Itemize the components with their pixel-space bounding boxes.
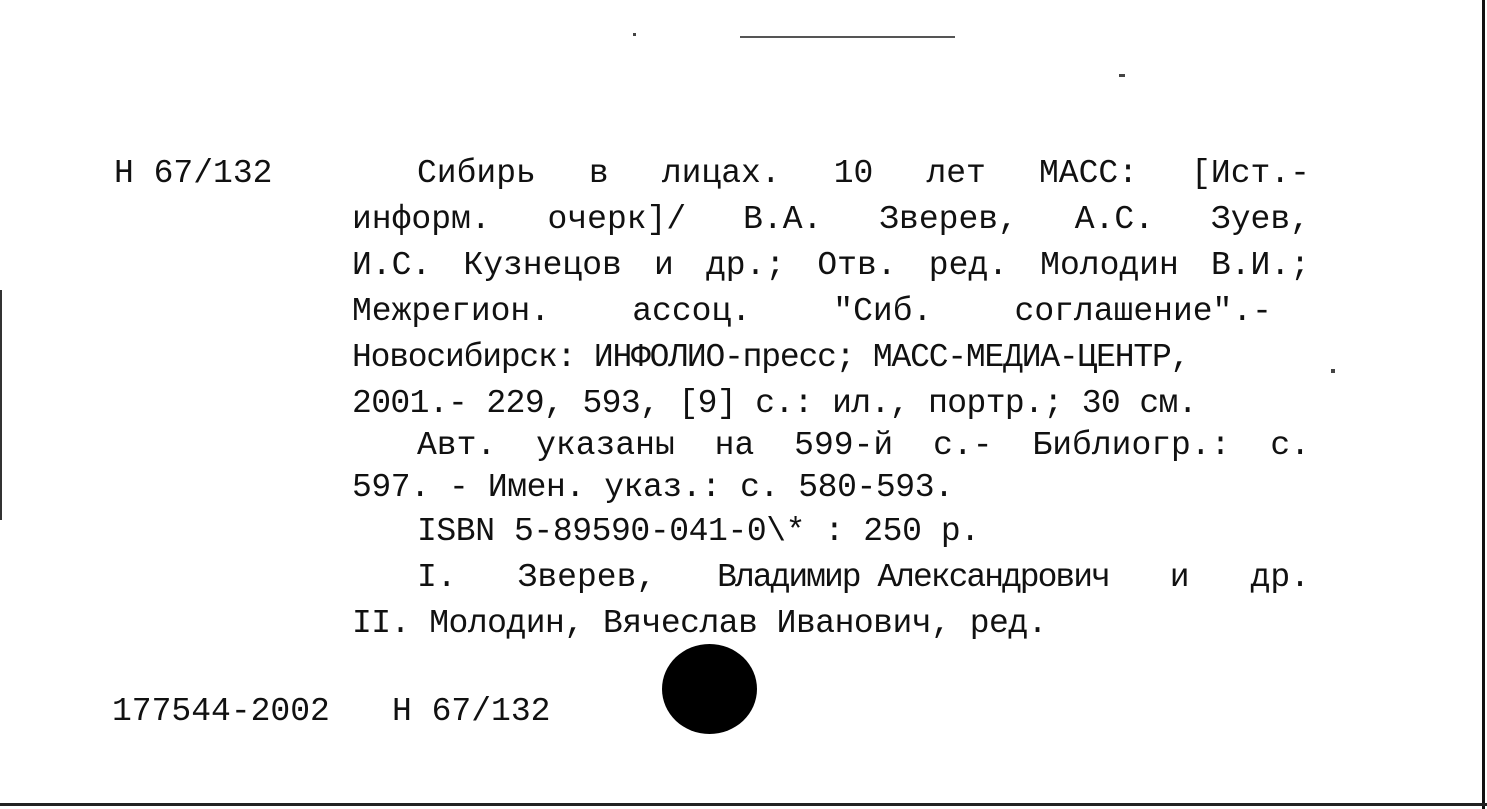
record-word: лицах. <box>661 155 781 192</box>
card-right-edge <box>1482 0 1485 809</box>
tracing-line-1 <box>417 558 1310 598</box>
tracing-word: др. <box>1250 559 1310 596</box>
tracing-word: и <box>1169 559 1190 596</box>
note-word: Авт. <box>417 427 497 464</box>
record-word: Зверев, <box>879 201 1018 238</box>
record-word: "Сиб. <box>833 293 933 330</box>
record-word: соглашение".- <box>1014 293 1272 330</box>
tracing-word: Владимир Александрович <box>717 559 1109 596</box>
record-word: Кузнецов <box>463 247 622 284</box>
note-word: с. <box>1270 427 1310 464</box>
record-word: 10 <box>833 155 874 192</box>
tracing-word: I. <box>417 559 457 596</box>
record-word: МАСС: <box>1038 155 1138 192</box>
record-word: В.И.; <box>1210 247 1310 284</box>
note-word: на <box>714 427 755 464</box>
tracing-word: Зверев, <box>517 559 657 596</box>
scan-speck <box>633 33 636 36</box>
scan-speck <box>1119 74 1125 77</box>
punch-hole <box>662 644 757 734</box>
inventory-number: 177544-2002 <box>112 693 330 730</box>
record-word: ред. <box>928 247 1008 284</box>
record-word: Зуев, <box>1210 201 1310 238</box>
record-word: А.С. <box>1074 201 1154 238</box>
record-word: Сибирь <box>417 155 536 192</box>
footer-shelfmark: Н 67/132 <box>392 693 551 730</box>
tracing-line-2: II. Молодин, Вячеслав Иванович, ред. <box>352 605 1047 642</box>
record-word: Межрегион. <box>352 293 551 330</box>
note-line-1 <box>417 426 1310 466</box>
record-word: очерк]/ <box>547 201 687 238</box>
record-line-1 <box>417 154 1310 194</box>
record-word: информ. <box>352 201 491 238</box>
record-line-4 <box>352 292 1272 332</box>
record-line-3 <box>352 246 1310 286</box>
record-word: [Ист.- <box>1191 155 1310 192</box>
note-word: Библиогр.: <box>1032 427 1231 464</box>
isbn-line: ISBN 5-89590-041-0\* : 250 р. <box>417 513 980 550</box>
record-word: Молодин <box>1040 247 1179 284</box>
record-line-2 <box>352 200 1310 240</box>
record-word: Отв. <box>817 247 897 284</box>
record-word: лет <box>926 155 986 192</box>
note-word: 599-й <box>794 427 894 464</box>
record-word: и <box>654 247 674 284</box>
note-line-2: 597. - Имен. указ.: с. 580-593. <box>352 469 954 506</box>
shelfmark: Н 67/132 <box>114 155 273 192</box>
record-word: В.А. <box>743 201 823 238</box>
record-word: И.С. <box>352 247 432 284</box>
note-word: указаны <box>536 427 675 464</box>
card-bottom-edge <box>0 803 1487 806</box>
note-word: с.- <box>933 427 993 464</box>
record-word: ассоц. <box>632 293 752 330</box>
record-line-5: Новосибирск: ИНФОЛИО-пресс; МАСС-МЕДИА-ЦЕНТР, <box>352 339 1190 376</box>
top-rule <box>740 36 955 38</box>
card-left-edge <box>0 290 2 520</box>
scan-speck <box>1331 369 1335 373</box>
record-word: в <box>588 155 609 192</box>
record-word: др.; <box>705 247 786 284</box>
record-line-6: 2001.- 229, 593, [9] с.: ил., портр.; 30 см. <box>352 385 1197 422</box>
